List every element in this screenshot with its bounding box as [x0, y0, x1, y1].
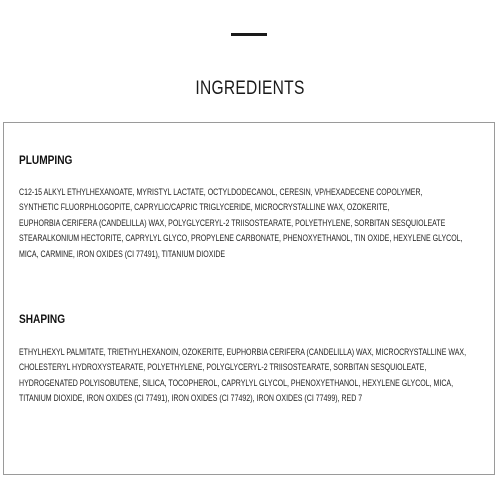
ingredient-line: TITANIUM DIOXIDE, IRON OXIDES (CI 77491), IRON OXIDES (CI 77492), IRON OXIDES (CI 77499), RED 7: [19, 393, 363, 404]
section-body-shaping: [19, 345, 500, 407]
ingredient-line: EUPHORBIA CERIFERA (CANDELILLA) WAX, POLYGLYCERYL-2 TRIISOSTEARATE, POLYETHYLENE, SORBITAN SESQUIOLEATE: [19, 217, 446, 228]
page-title: INGREDIENTS: [195, 78, 305, 99]
ingredient-line: CHOLESTERYL HYDROXYSTEARATE, POLYETHYLENE, POLYGLYCERYL-2 TRIISOSTEARATE, SORBITAN SESQUIOLEATE,: [19, 362, 427, 373]
ingredient-line: C12-15 ALKYL ETHYLHEXANOATE, MYRISTYL LACTATE, OCTYLDODECANOL, CERESIN, VP/HEXADECENE COPOLYMER,: [19, 187, 423, 197]
ingredient-line: SYNTHETIC FLUORPHLOGOPITE, CAPRYLIC/CAPRIC TRIGLYCERIDE, MICROCRYSTALLINE WAX, OZOKERITE,: [19, 202, 390, 213]
decorative-top-rule: [231, 33, 267, 36]
section-title-plumping: PLUMPING: [19, 155, 73, 167]
section-title-shaping: SHAPING: [19, 314, 66, 326]
ingredient-line: STEARALKONIUM HECTORITE, CAPRYLYL GLYCO, PROPYLENE CARBONATE, PHENOXYETHANOL, TIN OXIDE, HEXYLENE GLYCOL,: [19, 233, 463, 244]
section-body-plumping: [19, 185, 500, 262]
ingredients-panel: [3, 122, 495, 475]
ingredient-line: HYDROGENATED POLYISOBUTENE, SILICA, TOCOPHEROL, CAPRYLYL GLYCOL, PHENOXYETHANOL, HEXYLENE GLYCOL, MICA,: [19, 377, 454, 388]
ingredient-line: ETHYLHEXYL PALMITATE, TRIETHYLHEXANOIN, OZOKERITE, EUPHORBIA CERIFERA (CANDELILLA) WAX, MICROCRYSTALLINE WAX,: [19, 347, 467, 357]
ingredient-line: MICA, CARMINE, IRON OXIDES (CI 77491), TITANIUM DIOXIDE: [19, 248, 226, 259]
